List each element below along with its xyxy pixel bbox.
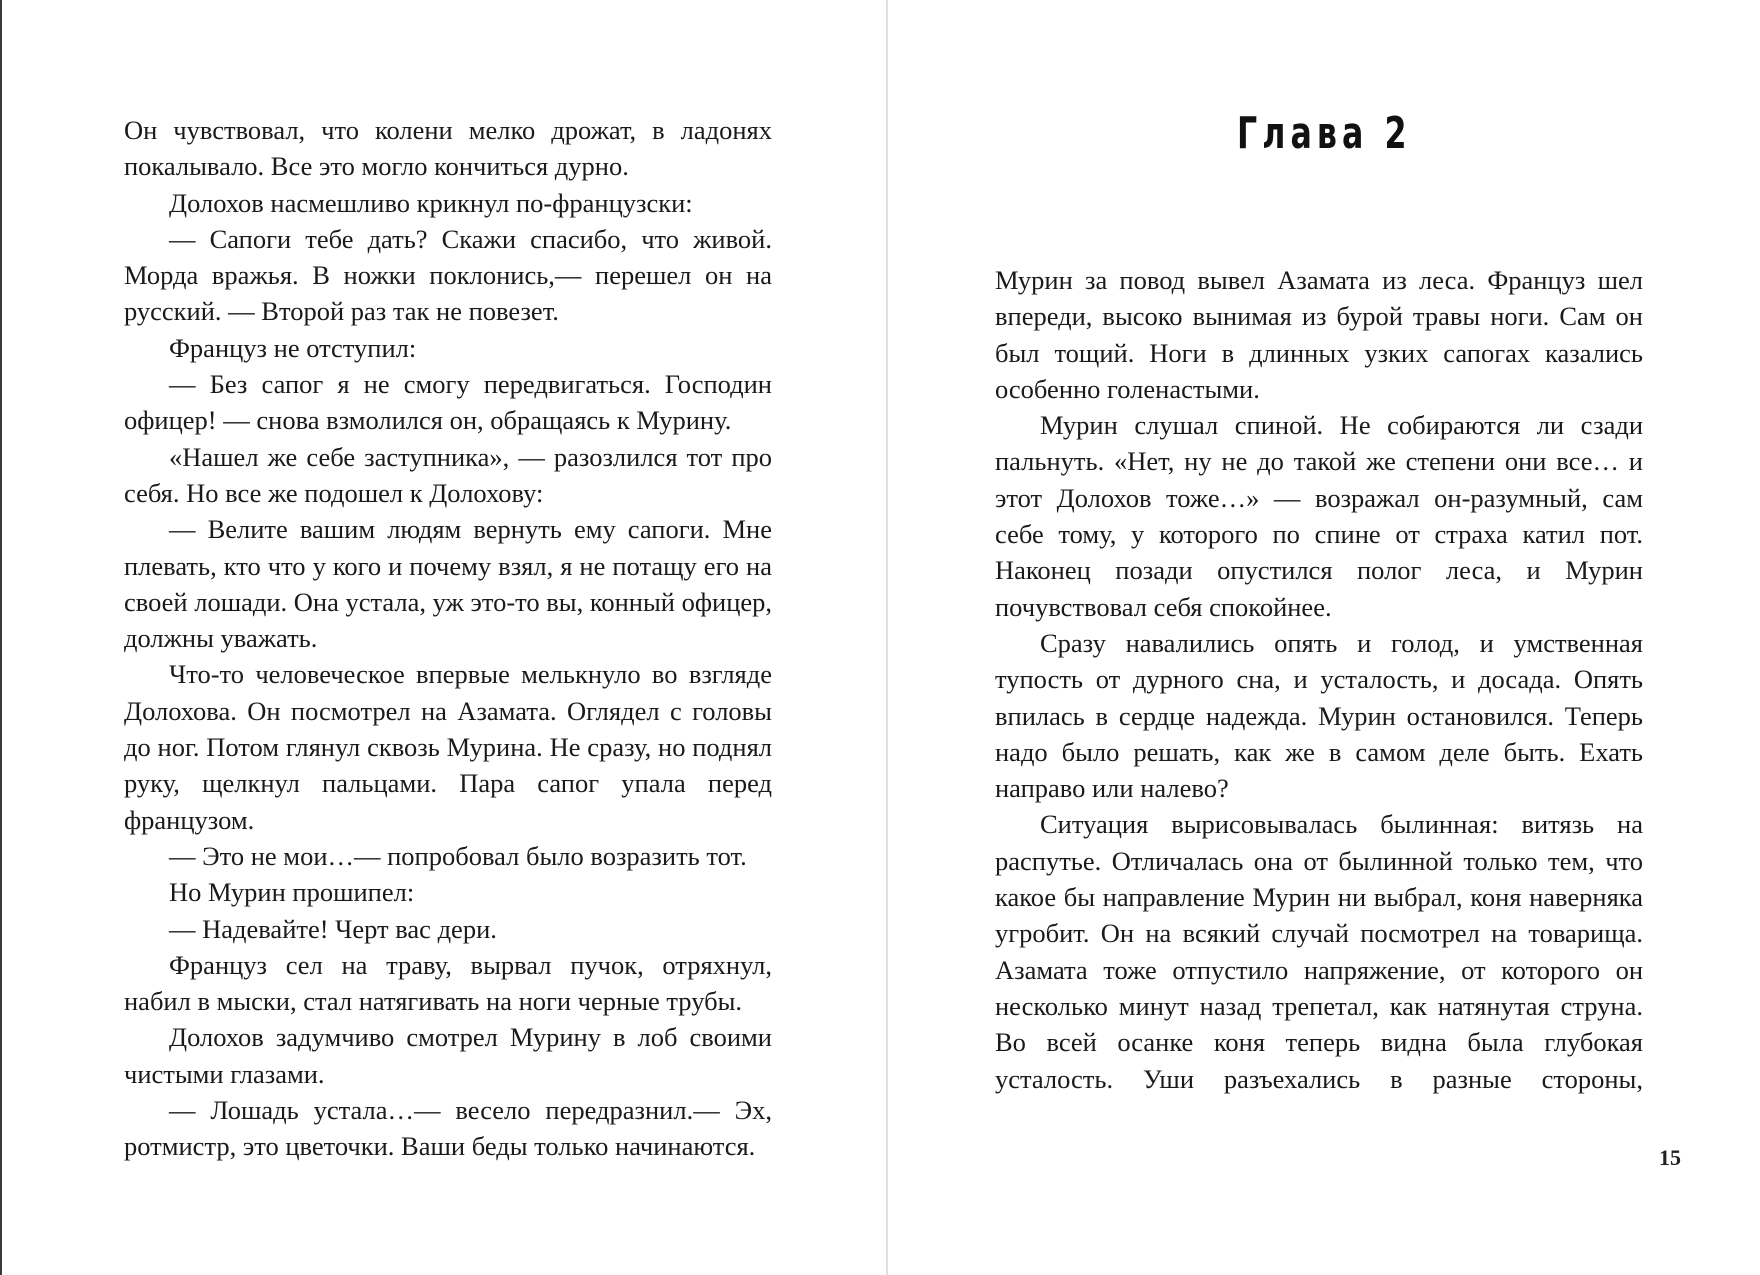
paragraph: Ситуация вырисовывалась былинная: витязь на распутье. Отличалась она от былинной только тем, что какое бы направление Мурин ни выбрал, коня наверняка угробит. Он на всякий случай посмотрел на товарища. Азамата тоже отпустило напряжение, от которого он несколько минут назад трепетал, как натянутая струна. Во всей осанке коня теперь видна была глубокая усталость. Уши разъехались в разные стороны, [995, 809, 1643, 1094]
page-number: 15 [1659, 1145, 1681, 1170]
right-page-text [995, 262, 1643, 1097]
paragraph: Долохов насмешливо крикнул по-французски: [169, 187, 693, 218]
paragraph: Долохов задумчиво смотрел Мурину в лоб своими чистыми глазами. [124, 1022, 772, 1089]
paragraph: «Нашел же себе заступника», — разозлился тот про себя. Но все же подошел к Долохову: [124, 441, 772, 508]
paragraph: — Это не мои…— попробовал было возразить тот. [169, 840, 747, 871]
right-page [888, 0, 1760, 1275]
paragraph: — Сапоги тебе дать? Скажи спасибо, что живой. Морда вражья. В ножки поклонись,— перешел он на русский. — Второй раз так не повезет. [124, 223, 772, 327]
paragraph: — Без сапог я не смогу передвигаться. Господин офицер! — снова взмолился он, обращаясь к Мурину. [124, 369, 772, 436]
left-page-text [124, 112, 772, 1165]
paragraph: Что-то человеческое впервые мелькнуло во взгляде Долохова. Он посмотрел на Азамата. Оглядел с головы до ног. Потом глянул сквозь Мурина. Не сразу, но поднял руку, щелкнул пальцами. Пара сапог упала перед французом. [124, 659, 772, 835]
paragraph: Француз сел на траву, вырвал пучок, отряхнул, набил в мыски, стал натягивать на ноги черные трубы. [124, 949, 772, 1017]
paragraph: Сразу навалились опять и голод, и умственная тупость от дурного сна, и усталость, и досада. Опять впилась в сердце надежда. Мурин остановился. Теперь надо было решать, как же в самом деле быть. Ехать направо или налево? [995, 627, 1643, 804]
paragraph: Француз не отступил: [169, 332, 417, 363]
paragraph: — Велите вашим людям вернуть ему сапоги. Мне плевать, кто что у кого и почему взял, я не потащу его на своей лошади. Она устала, уж это-то вы, конный офицер, должны уважать. [124, 514, 773, 654]
paragraph: — Надевайте! Черт вас дери. [169, 913, 497, 944]
paragraph: Мурин за повод вывел Азамата из леса. Француз шел впереди, высоко вынимая из бурой травы ноги. Сам он был тощий. Ноги в длинных узких сапогах казались особенно голенастыми. [995, 265, 1643, 404]
chapter-title: Глава 2 [1237, 108, 1412, 159]
paragraph: Но Мурин прошипел: [169, 877, 415, 908]
paragraph: Мурин слушал спиной. Не собираются ли сзади пальнуть. «Нет, ну не до такой же степени они все… и этот Долохов тоже…» — возражал он-разумный, сам себе тому, у которого по спине от страха катил пот. Наконец позади опустился полог леса, и Мурин почувствовал себя спокойнее. [995, 410, 1643, 622]
paragraph: — Лошадь устала…— весело передразнил.— Эх, ротмистр, это цветочки. Ваши беды только начинаются. [124, 1095, 772, 1162]
paragraph: Он чувствовал, что колени мелко дрожат, в ладонях покалывало. Все это могло кончиться дурно. [124, 115, 772, 182]
